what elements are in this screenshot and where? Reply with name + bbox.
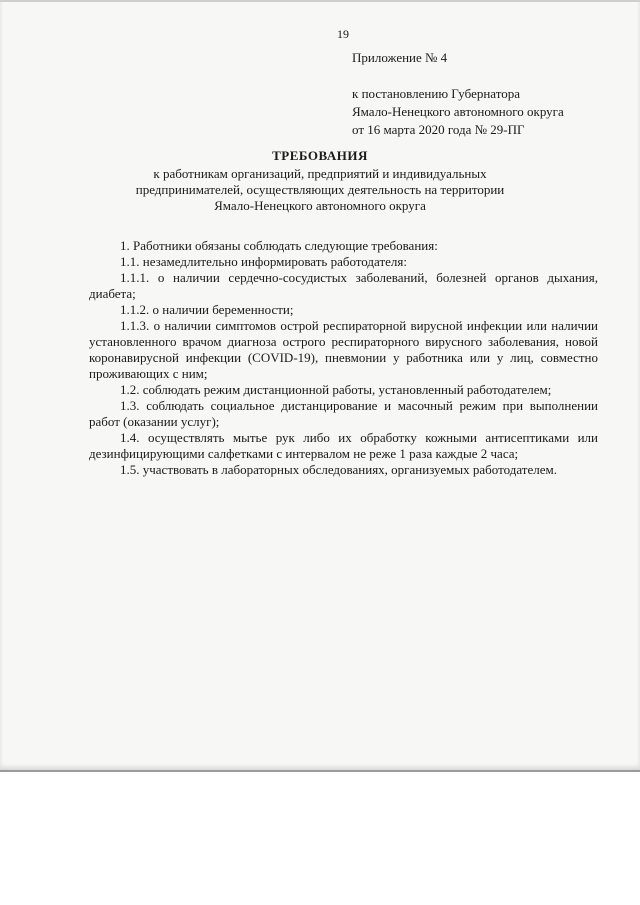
appendix-line: к постановлению Губернатора bbox=[352, 86, 521, 101]
requirement-item: 1.3. соблюдать социальное дистанцирование и масочный режим при выполнении работ (оказании услуг); bbox=[89, 398, 598, 429]
appendix-line: от 16 марта 2020 года № 29-ПГ bbox=[352, 122, 525, 137]
requirement-item: 1.1. незамедлительно информировать работодателя: bbox=[120, 254, 408, 269]
subtitle-line: Ямало-Ненецкого автономного округа bbox=[214, 198, 426, 213]
appendix-header bbox=[352, 49, 564, 139]
subtitle-line: к работникам организаций, предприятий и индивидуальных bbox=[153, 166, 487, 181]
requirement-item: 1.1.2. о наличии беременности; bbox=[120, 302, 294, 317]
appendix-title: Приложение № 4 bbox=[352, 50, 448, 65]
requirement-item: 1.1.1. о наличии сердечно-сосудистых заболеваний, болезней органов дыхания, диабета; bbox=[89, 270, 598, 301]
requirement-item: 1.2. соблюдать режим дистанционной работы, установленный работодателем; bbox=[120, 382, 552, 397]
appendix-line: Ямало-Ненецкого автономного округа bbox=[352, 104, 564, 119]
requirement-item: 1.1.3. о наличии симптомов острой респираторной вирусной инфекции или наличии установленного врачом диагноза острого респираторного вирусного заболевания, новой коронавирусной инфекции (COVID-19), пневмонии у работника или у лиц, совместно проживающих с ним; bbox=[89, 318, 598, 381]
requirements-body bbox=[89, 238, 598, 478]
page-number: 19 bbox=[337, 27, 349, 41]
requirement-item: 1.4. осуществлять мытье рук либо их обработку кожными антисептиками или дезинфицирующими салфетками с интервалом не реже 1 раза каждые 2 часа; bbox=[89, 430, 598, 461]
document-title: ТРЕБОВАНИЯ bbox=[272, 148, 368, 163]
document-subtitle bbox=[0, 166, 640, 214]
requirement-item: 1. Работники обязаны соблюдать следующие требования: bbox=[120, 238, 438, 253]
subtitle-line: предпринимателей, осуществляющих деятельность на территории bbox=[135, 182, 505, 197]
requirement-item: 1.5. участвовать в лабораторных обследованиях, организуемых работодателем. bbox=[120, 462, 557, 477]
